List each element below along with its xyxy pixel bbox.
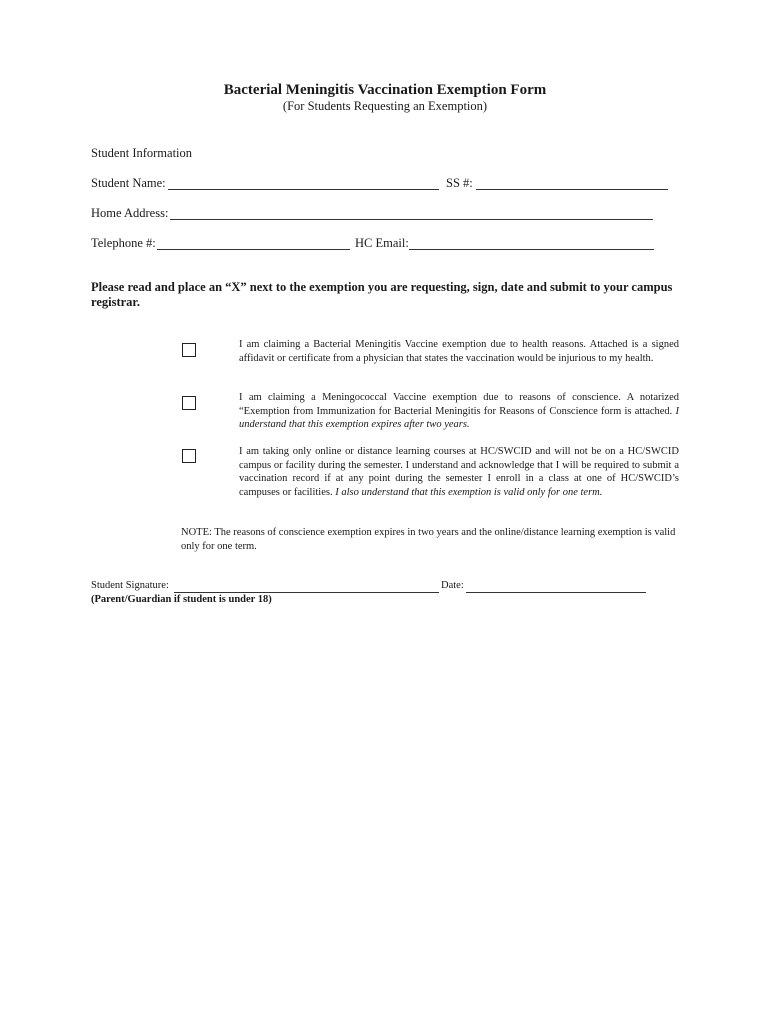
note-text: NOTE: The reasons of conscience exemption expires in two years and the online/distance learning exemption is valid only for one term. xyxy=(181,527,676,552)
form-subtitle: (For Students Requesting an Exemption) xyxy=(282,99,488,113)
signature-label: Student Signature: xyxy=(91,580,169,591)
online-exemption-checkbox[interactable] xyxy=(182,449,196,463)
conscience-exemption-text xyxy=(239,391,679,432)
parent-guardian-note: (Parent/Guardian if student is under 18) xyxy=(91,594,272,605)
option-text: I am taking only online or distance learning courses at HC/SWCID and will not be on a HC/SWCID campus or facility during the semester. I understand and acknowledge that I will be required to submit a vaccination record if at any point during the semester I enroll in a class at one of HC/SWCID’s campuses or facilities. xyxy=(239,446,679,498)
form-title: Bacterial Meningitis Vaccination Exemption Form xyxy=(223,82,547,98)
telephone-field[interactable] xyxy=(157,249,350,250)
ss-field[interactable] xyxy=(476,189,668,190)
home-address-field[interactable] xyxy=(170,219,653,220)
home-address-label: Home Address: xyxy=(91,206,169,220)
student-name-label: Student Name: xyxy=(91,176,166,190)
date-label: Date: xyxy=(441,580,464,591)
option-italic-text: I also understand that this exemption is valid only for one term. xyxy=(335,486,603,498)
health-exemption-text xyxy=(239,338,679,365)
date-field[interactable] xyxy=(466,592,646,593)
hc-email-label: HC Email: xyxy=(355,236,409,250)
health-exemption-checkbox[interactable] xyxy=(182,343,196,357)
telephone-label: Telephone #: xyxy=(91,236,156,250)
option-text: I am claiming a Bacterial Meningitis Vaccine exemption due to health reasons. Attached is a signed affidavit or certificate from a physician that states the vaccination would be injurious to my health. xyxy=(239,339,679,364)
section-heading-student-info: Student Information xyxy=(91,146,193,160)
hc-email-field[interactable] xyxy=(409,249,654,250)
ss-label: SS #: xyxy=(446,176,473,190)
option-italic-text: I understand that this exemption expires after two years. xyxy=(239,405,679,430)
student-name-field[interactable] xyxy=(168,189,439,190)
signature-field[interactable] xyxy=(174,592,439,593)
online-exemption-text xyxy=(239,445,679,499)
instructions-text: Please read and place an “X” next to the exemption you are requesting, sign, date and submit to your campus registrar. xyxy=(91,280,673,309)
option-text: I am claiming a Meningococcal Vaccine exemption due to reasons of conscience. A notarized “Exemption from Immunization for Bacterial Meningitis for Reasons of Conscience form is attached. xyxy=(239,392,679,417)
conscience-exemption-checkbox[interactable] xyxy=(182,396,196,410)
